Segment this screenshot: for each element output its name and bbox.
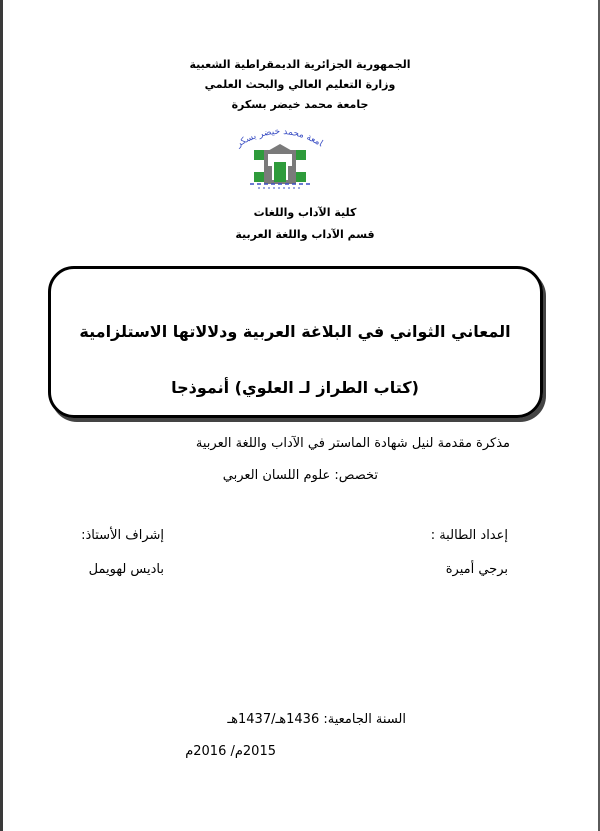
- academic-year-gregorian: 2015م/ 2016م: [185, 744, 276, 759]
- academic-year-hijri: السنة الجامعية: 1436هـ/1437هـ: [227, 712, 406, 727]
- svg-text:جامعة محمد خيضر بسكرة: [228, 120, 325, 150]
- ministry-heading: وزارة التعليم العالي والبحث العلمي: [204, 78, 396, 91]
- logo-arc-text: امعة محمد خيضر بسكر: [234, 126, 325, 150]
- supervisor-label: إشراف الأستاذ:: [81, 528, 164, 543]
- supervisor-name: باديس لهويمل: [88, 562, 164, 577]
- department-heading: قسم الآداب واللغة العربية: [235, 228, 375, 241]
- republic-heading: الجمهورية الجزائرية الديمقراطية الشعبية: [189, 58, 411, 71]
- university-logo: [228, 120, 332, 196]
- thesis-title: المعاني الثواني في البلاغة العربية ودلالاتها الاستلزامية: [79, 322, 511, 341]
- student-label: إعداد الطالبة :: [430, 528, 508, 543]
- university-heading: جامعة محمد خيضر بسكرة: [231, 98, 369, 111]
- memo-specialty: تخصص: علوم اللسان العربي: [222, 468, 378, 483]
- thesis-subtitle: (كتاب الطراز لـ العلوي) أنموذجا: [171, 378, 419, 397]
- memo-purpose: مذكرة مقدمة لنيل شهادة الماستر في الآداب واللغة العربية: [195, 436, 510, 451]
- student-name: برجي أميرة: [445, 562, 508, 577]
- faculty-heading: كلية الآداب واللغات: [253, 206, 357, 219]
- page-left-edge: [0, 0, 3, 831]
